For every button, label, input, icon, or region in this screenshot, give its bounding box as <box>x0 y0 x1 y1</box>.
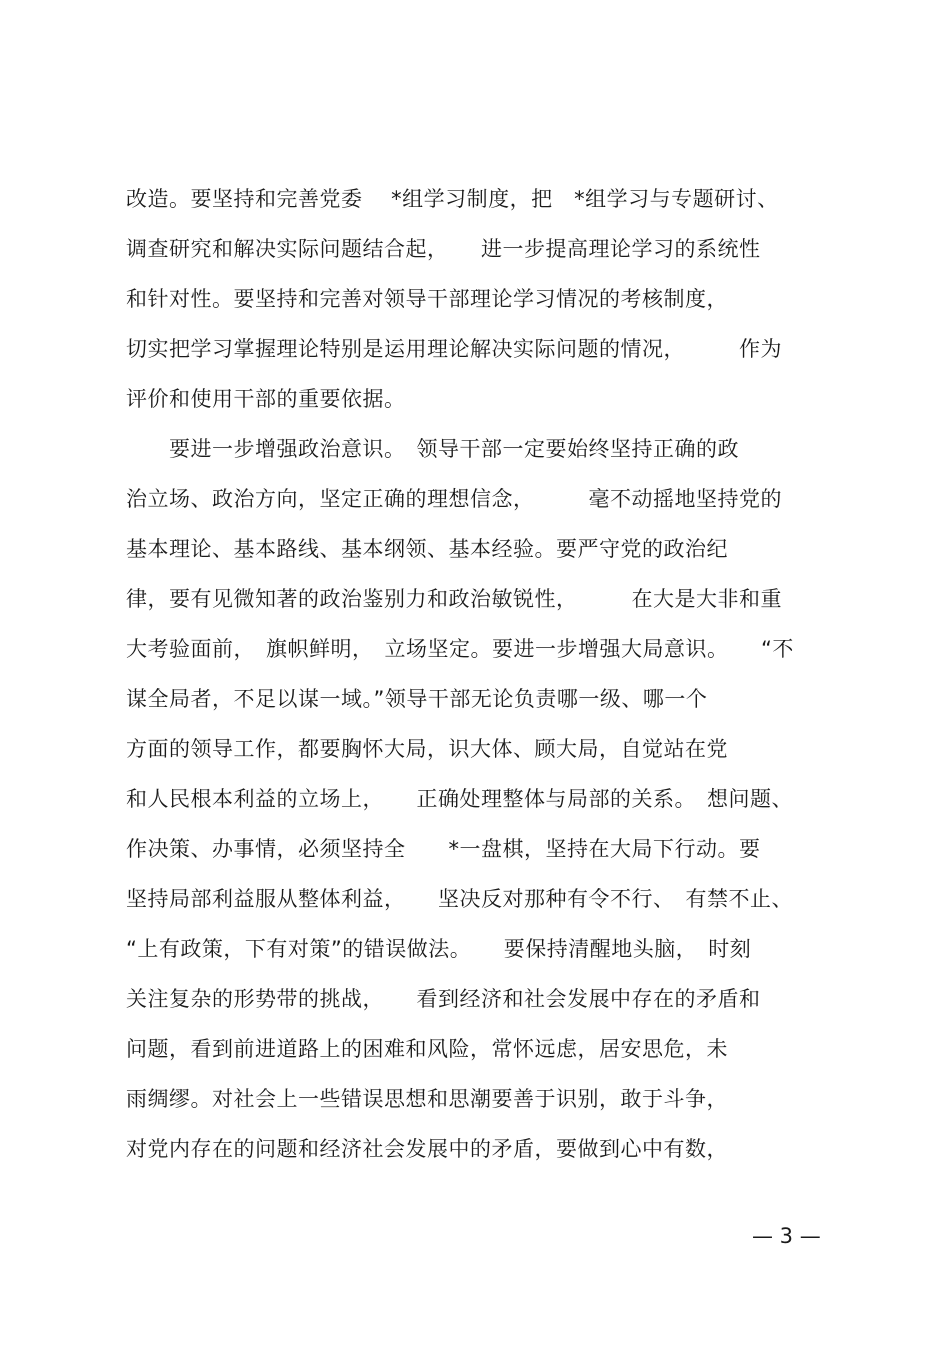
text-line-9: 律，要有见微知著的政治鉴别力和政治敏锐性， 在大是大非和重 <box>126 587 782 611</box>
text-line-11: 谋全局者，不足以谋一域。”领导干部无论负责哪一级、哪一个 <box>126 687 708 711</box>
body-text <box>126 174 846 1174</box>
text-line-12: 方面的领导工作，都要胸怀大局，识大体、顾大局，自觉站在党 <box>126 737 728 761</box>
text-line-3: 和针对性。要坚持和完善对领导干部理论学习情况的考核制度， <box>126 287 728 311</box>
text-line-19: 雨绸缪。对社会上一些错误思想和思潮要善于识别，敢于斗争， <box>126 1087 728 1111</box>
text-line-4: 切实把学习掌握理论特别是运用理论解决实际问题的情况， 作为 <box>126 337 782 361</box>
text-line-14: 作决策、办事情，必须坚持全 *一盘棋，坚持在大局下行动。要 <box>126 837 761 861</box>
text-line-16: “上有政策，下有对策”的错误做法。 要保持清醒地头脑， 时刻 <box>126 937 752 961</box>
text-line-5: 评价和使用干部的重要依据。 <box>126 387 406 411</box>
text-line-17: 关注复杂的形势带的挑战， 看到经济和社会发展中存在的矛盾和 <box>126 987 761 1011</box>
text-line-18: 问题，看到前进道路上的困难和风险，常怀远虑，居安思危，未 <box>126 1037 728 1061</box>
text-line-15: 坚持局部利益服从整体利益， 坚决反对那种有令不行、 有禁不止、 <box>126 887 793 911</box>
page-number: — 3 — <box>752 1224 821 1248</box>
text-line-1: 改造。要坚持和完善党委 *组学习制度，把 *组学习与专题研讨、 <box>126 187 779 211</box>
text-line-6: 要进一步增强政治意识。 领导干部一定要始终坚持正确的政 <box>126 437 739 461</box>
text-line-13: 和人民根本利益的立场上， 正确处理整体与局部的关系。 想问题、 <box>126 787 793 811</box>
text-line-10: 大考验面前， 旗帜鲜明， 立场坚定。要进一步增强大局意识。 “不 <box>126 637 794 661</box>
text-line-20: 对党内存在的问题和经济社会发展中的矛盾，要做到心中有数， <box>126 1137 728 1161</box>
text-line-2: 调查研究和解决实际问题结合起， 进一步提高理论学习的系统性 <box>126 237 761 261</box>
text-line-8: 基本理论、基本路线、基本纲领、基本经验。要严守党的政治纪 <box>126 537 728 561</box>
text-line-7: 治立场、政治方向，坚定正确的理想信念， 毫不动摇地坚持党的 <box>126 487 782 511</box>
